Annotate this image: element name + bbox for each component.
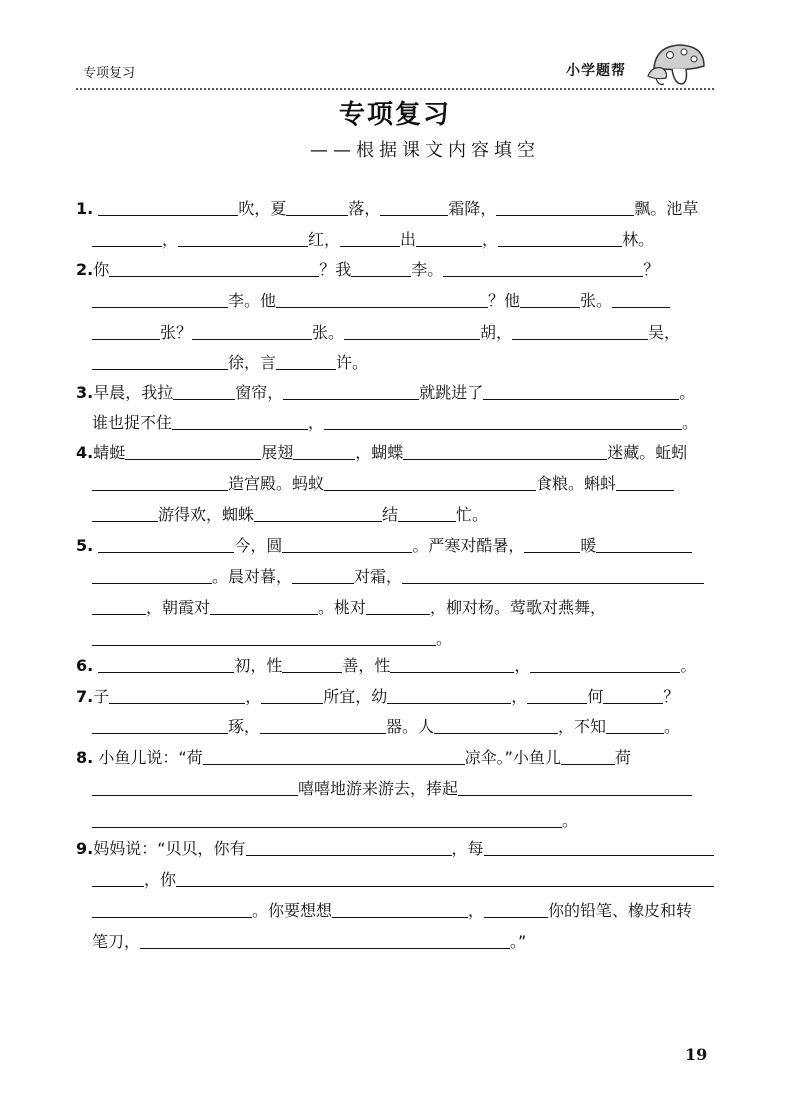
- answer-blank[interactable]: [178, 230, 308, 247]
- header-dotted-divider: [76, 88, 714, 90]
- answer-blank[interactable]: [387, 687, 511, 704]
- question-text: ，: [308, 413, 325, 432]
- question-text: ，: [245, 687, 262, 706]
- answer-blank[interactable]: [434, 717, 558, 734]
- answer-blank[interactable]: [260, 717, 386, 734]
- question-2-line-2: [92, 290, 732, 312]
- question-text: 林。: [622, 230, 655, 249]
- page-title: 专项复习: [338, 100, 451, 130]
- question-text: 对霜，: [354, 567, 403, 586]
- question-text: 笔刀，: [92, 932, 141, 951]
- mushroom-icon: [646, 42, 708, 88]
- answer-blank[interactable]: [92, 870, 144, 887]
- question-text: 。”: [510, 932, 527, 951]
- question-9-line-3: [92, 900, 732, 922]
- question-text: 。严寒对酷暑，: [412, 536, 525, 555]
- question-text: 。你要想想: [252, 901, 333, 920]
- question-text: 游得欢，蜘蛛: [158, 505, 255, 524]
- header-section-label: 专项复习: [83, 66, 136, 81]
- question-text: ？: [663, 687, 680, 706]
- answer-blank[interactable]: [416, 230, 482, 247]
- question-text: 。: [680, 656, 697, 675]
- question-9-line-1: [76, 838, 716, 860]
- answer-blank[interactable]: [92, 811, 562, 828]
- question-text: ？他: [488, 291, 521, 310]
- answer-blank[interactable]: [520, 291, 580, 308]
- answer-blank[interactable]: [496, 199, 634, 216]
- question-text: ，柳对杨。莺歌对燕舞，: [430, 598, 607, 617]
- answer-blank[interactable]: [484, 901, 548, 918]
- answer-blank[interactable]: [261, 687, 323, 704]
- question-number: 5.: [76, 536, 94, 555]
- question-text: ，: [482, 230, 499, 249]
- question-number: 1.: [76, 199, 94, 218]
- question-text: ，每: [451, 839, 484, 858]
- answer-blank[interactable]: [398, 505, 456, 522]
- answer-blank[interactable]: [561, 748, 615, 765]
- answer-blank[interactable]: [344, 323, 480, 340]
- question-text: 子: [93, 687, 110, 706]
- answer-blank[interactable]: [109, 260, 319, 277]
- question-text: 。: [436, 629, 453, 648]
- question-text: 蜻蜓: [93, 443, 126, 462]
- answer-blank[interactable]: [324, 413, 682, 430]
- answer-blank[interactable]: [98, 199, 238, 216]
- answer-blank[interactable]: [366, 598, 430, 615]
- question-text: 吹，夏: [238, 199, 287, 218]
- answer-blank[interactable]: [172, 413, 308, 430]
- question-text: 李。: [411, 260, 444, 279]
- answer-blank[interactable]: [512, 323, 648, 340]
- answer-blank[interactable]: [98, 656, 234, 673]
- question-text: 落，: [348, 199, 381, 218]
- question-8-line-3: [92, 810, 732, 832]
- question-text: 胡，: [480, 323, 513, 342]
- question-text: 徐，言: [228, 353, 277, 372]
- question-text: ？: [643, 260, 660, 279]
- question-number: 4.: [76, 443, 94, 462]
- question-5-line-2: [92, 566, 732, 588]
- answer-blank[interactable]: [210, 598, 318, 615]
- question-text: 。桃对: [318, 598, 367, 617]
- answer-blank[interactable]: [125, 443, 261, 460]
- question-text: ？我: [319, 260, 352, 279]
- question-text: 迷藏。蚯蚓: [607, 443, 688, 462]
- answer-blank[interactable]: [606, 717, 664, 734]
- question-8-line-1: [76, 747, 716, 769]
- answer-blank[interactable]: [92, 505, 158, 522]
- question-text: 。晨对暮，: [212, 567, 293, 586]
- answer-blank[interactable]: [254, 505, 382, 522]
- question-text: 飘。池草: [634, 199, 699, 218]
- question-text: 就跳进了: [419, 383, 484, 402]
- question-text: ，: [514, 656, 531, 675]
- question-2-line-3: [92, 322, 732, 344]
- question-9-line-2: [92, 869, 732, 891]
- answer-blank[interactable]: [524, 536, 580, 553]
- question-text: 妈妈说：“贝贝，你有: [93, 839, 246, 858]
- question-text: 霜降，: [448, 199, 497, 218]
- answer-blank[interactable]: [92, 230, 162, 247]
- question-4-line-1: [76, 442, 716, 464]
- answer-blank[interactable]: [458, 779, 692, 796]
- answer-blank[interactable]: [192, 323, 312, 340]
- answer-blank[interactable]: [176, 870, 714, 887]
- question-text: 红，: [308, 230, 341, 249]
- question-3-line-2: [92, 412, 732, 434]
- question-number: 9.: [76, 839, 94, 858]
- question-8-line-2: [92, 778, 732, 800]
- question-text: 何: [587, 687, 604, 706]
- question-text: 。: [682, 413, 699, 432]
- question-text: 吴，: [648, 323, 681, 342]
- answer-blank[interactable]: [92, 323, 160, 340]
- question-text: 造宫殿。蚂蚁: [228, 474, 325, 493]
- question-text: 食粮。蝌蚪: [536, 474, 617, 493]
- answer-blank[interactable]: [92, 567, 212, 584]
- page-subtitle: ——根据课文内容填空: [310, 140, 540, 161]
- answer-blank[interactable]: [292, 567, 354, 584]
- answer-blank[interactable]: [403, 443, 607, 460]
- question-text: 。: [562, 811, 579, 830]
- question-number: 7.: [76, 687, 94, 706]
- answer-blank[interactable]: [283, 383, 419, 400]
- answer-blank[interactable]: [276, 291, 488, 308]
- answer-blank[interactable]: [351, 260, 411, 277]
- question-text: ，: [511, 687, 528, 706]
- answer-blank[interactable]: [324, 474, 536, 491]
- question-4-line-3: [92, 504, 732, 526]
- question-text: 嘻嘻地游来游去，捧起: [298, 779, 459, 798]
- question-text: 。: [664, 717, 681, 736]
- question-text: 谁也捉不住: [92, 413, 173, 432]
- answer-blank[interactable]: [92, 779, 298, 796]
- question-text: 所宜，幼: [323, 687, 388, 706]
- answer-blank[interactable]: [282, 536, 412, 553]
- question-text: 张？: [160, 323, 193, 342]
- answer-blank[interactable]: [527, 687, 587, 704]
- answer-blank[interactable]: [140, 932, 510, 949]
- answer-blank[interactable]: [596, 536, 692, 553]
- question-text: ，朝霞对: [146, 598, 211, 617]
- question-text: 窗帘，: [235, 383, 284, 402]
- question-text: 小鱼儿说：“荷: [98, 748, 203, 767]
- answer-blank[interactable]: [483, 383, 679, 400]
- question-3-line-1: [76, 382, 716, 404]
- answer-blank[interactable]: [484, 839, 714, 856]
- answer-blank[interactable]: [92, 598, 146, 615]
- question-text: 忙。: [456, 505, 489, 524]
- question-text: ，蝴蝶: [355, 443, 404, 462]
- question-text: 器。人: [386, 717, 435, 736]
- answer-blank[interactable]: [109, 687, 245, 704]
- answer-blank[interactable]: [92, 353, 228, 370]
- question-text: 李。他: [228, 291, 277, 310]
- question-text: 结: [382, 505, 399, 524]
- question-text: 出: [400, 230, 417, 249]
- answer-blank[interactable]: [612, 291, 670, 308]
- answer-blank[interactable]: [98, 536, 234, 553]
- question-number: 6.: [76, 656, 94, 675]
- question-7-line-2: [92, 716, 732, 738]
- question-text: 暖: [580, 536, 597, 555]
- answer-blank[interactable]: [246, 839, 452, 856]
- answer-blank[interactable]: [203, 748, 465, 765]
- question-text: ，不知: [558, 717, 607, 736]
- answer-blank[interactable]: [332, 901, 468, 918]
- question-text: 今，圆: [234, 536, 283, 555]
- question-5-line-4: [92, 628, 732, 650]
- answer-blank[interactable]: [293, 443, 355, 460]
- question-text: 善，性: [342, 656, 391, 675]
- answer-blank[interactable]: [402, 567, 704, 584]
- question-text: 你的铅笔、橡皮和转: [548, 901, 693, 920]
- question-text: 展翅: [261, 443, 294, 462]
- question-5-line-1: [76, 535, 716, 557]
- answer-blank[interactable]: [603, 687, 663, 704]
- question-text: 荷: [614, 748, 631, 767]
- answer-blank[interactable]: [286, 199, 348, 216]
- answer-blank[interactable]: [498, 230, 622, 247]
- question-text: 初，性: [234, 656, 283, 675]
- question-4-line-2: [92, 473, 732, 495]
- answer-blank[interactable]: [92, 629, 436, 646]
- question-number: 2.: [76, 260, 94, 279]
- question-1-line-1: [76, 198, 716, 220]
- question-9-line-4: [92, 931, 732, 953]
- question-number: 3.: [76, 383, 94, 402]
- question-1-line-2: [92, 229, 732, 251]
- question-7-line-1: [76, 686, 716, 708]
- answer-blank[interactable]: [92, 291, 228, 308]
- question-text: ，: [162, 230, 179, 249]
- answer-blank[interactable]: [616, 474, 674, 491]
- answer-blank[interactable]: [530, 656, 680, 673]
- answer-blank[interactable]: [276, 353, 336, 370]
- question-2-line-1: [76, 259, 716, 281]
- question-text: 许。: [336, 353, 369, 372]
- answer-blank[interactable]: [443, 260, 643, 277]
- question-text: 凉伞。”小鱼儿: [464, 748, 561, 767]
- answer-blank[interactable]: [173, 383, 235, 400]
- question-text: 。: [679, 383, 696, 402]
- question-number: 8.: [76, 748, 94, 767]
- question-text: 你: [93, 260, 110, 279]
- question-text: ，你: [144, 870, 177, 889]
- question-5-line-3: [92, 597, 732, 619]
- question-text: ，: [468, 901, 485, 920]
- answer-blank[interactable]: [92, 474, 228, 491]
- answer-blank[interactable]: [380, 199, 448, 216]
- header-brand-label: 小学题帮: [566, 63, 626, 79]
- question-text: 张。: [312, 323, 345, 342]
- answer-blank[interactable]: [282, 656, 342, 673]
- question-text: 琢，: [228, 717, 261, 736]
- answer-blank[interactable]: [92, 717, 228, 734]
- question-text: 早晨，我拉: [93, 383, 174, 402]
- question-text: 张。: [580, 291, 613, 310]
- answer-blank[interactable]: [340, 230, 400, 247]
- page-number: 19: [685, 1045, 708, 1064]
- answer-blank[interactable]: [390, 656, 514, 673]
- question-2-line-4: [92, 352, 732, 374]
- question-6-line-1: [76, 655, 716, 677]
- answer-blank[interactable]: [92, 901, 252, 918]
